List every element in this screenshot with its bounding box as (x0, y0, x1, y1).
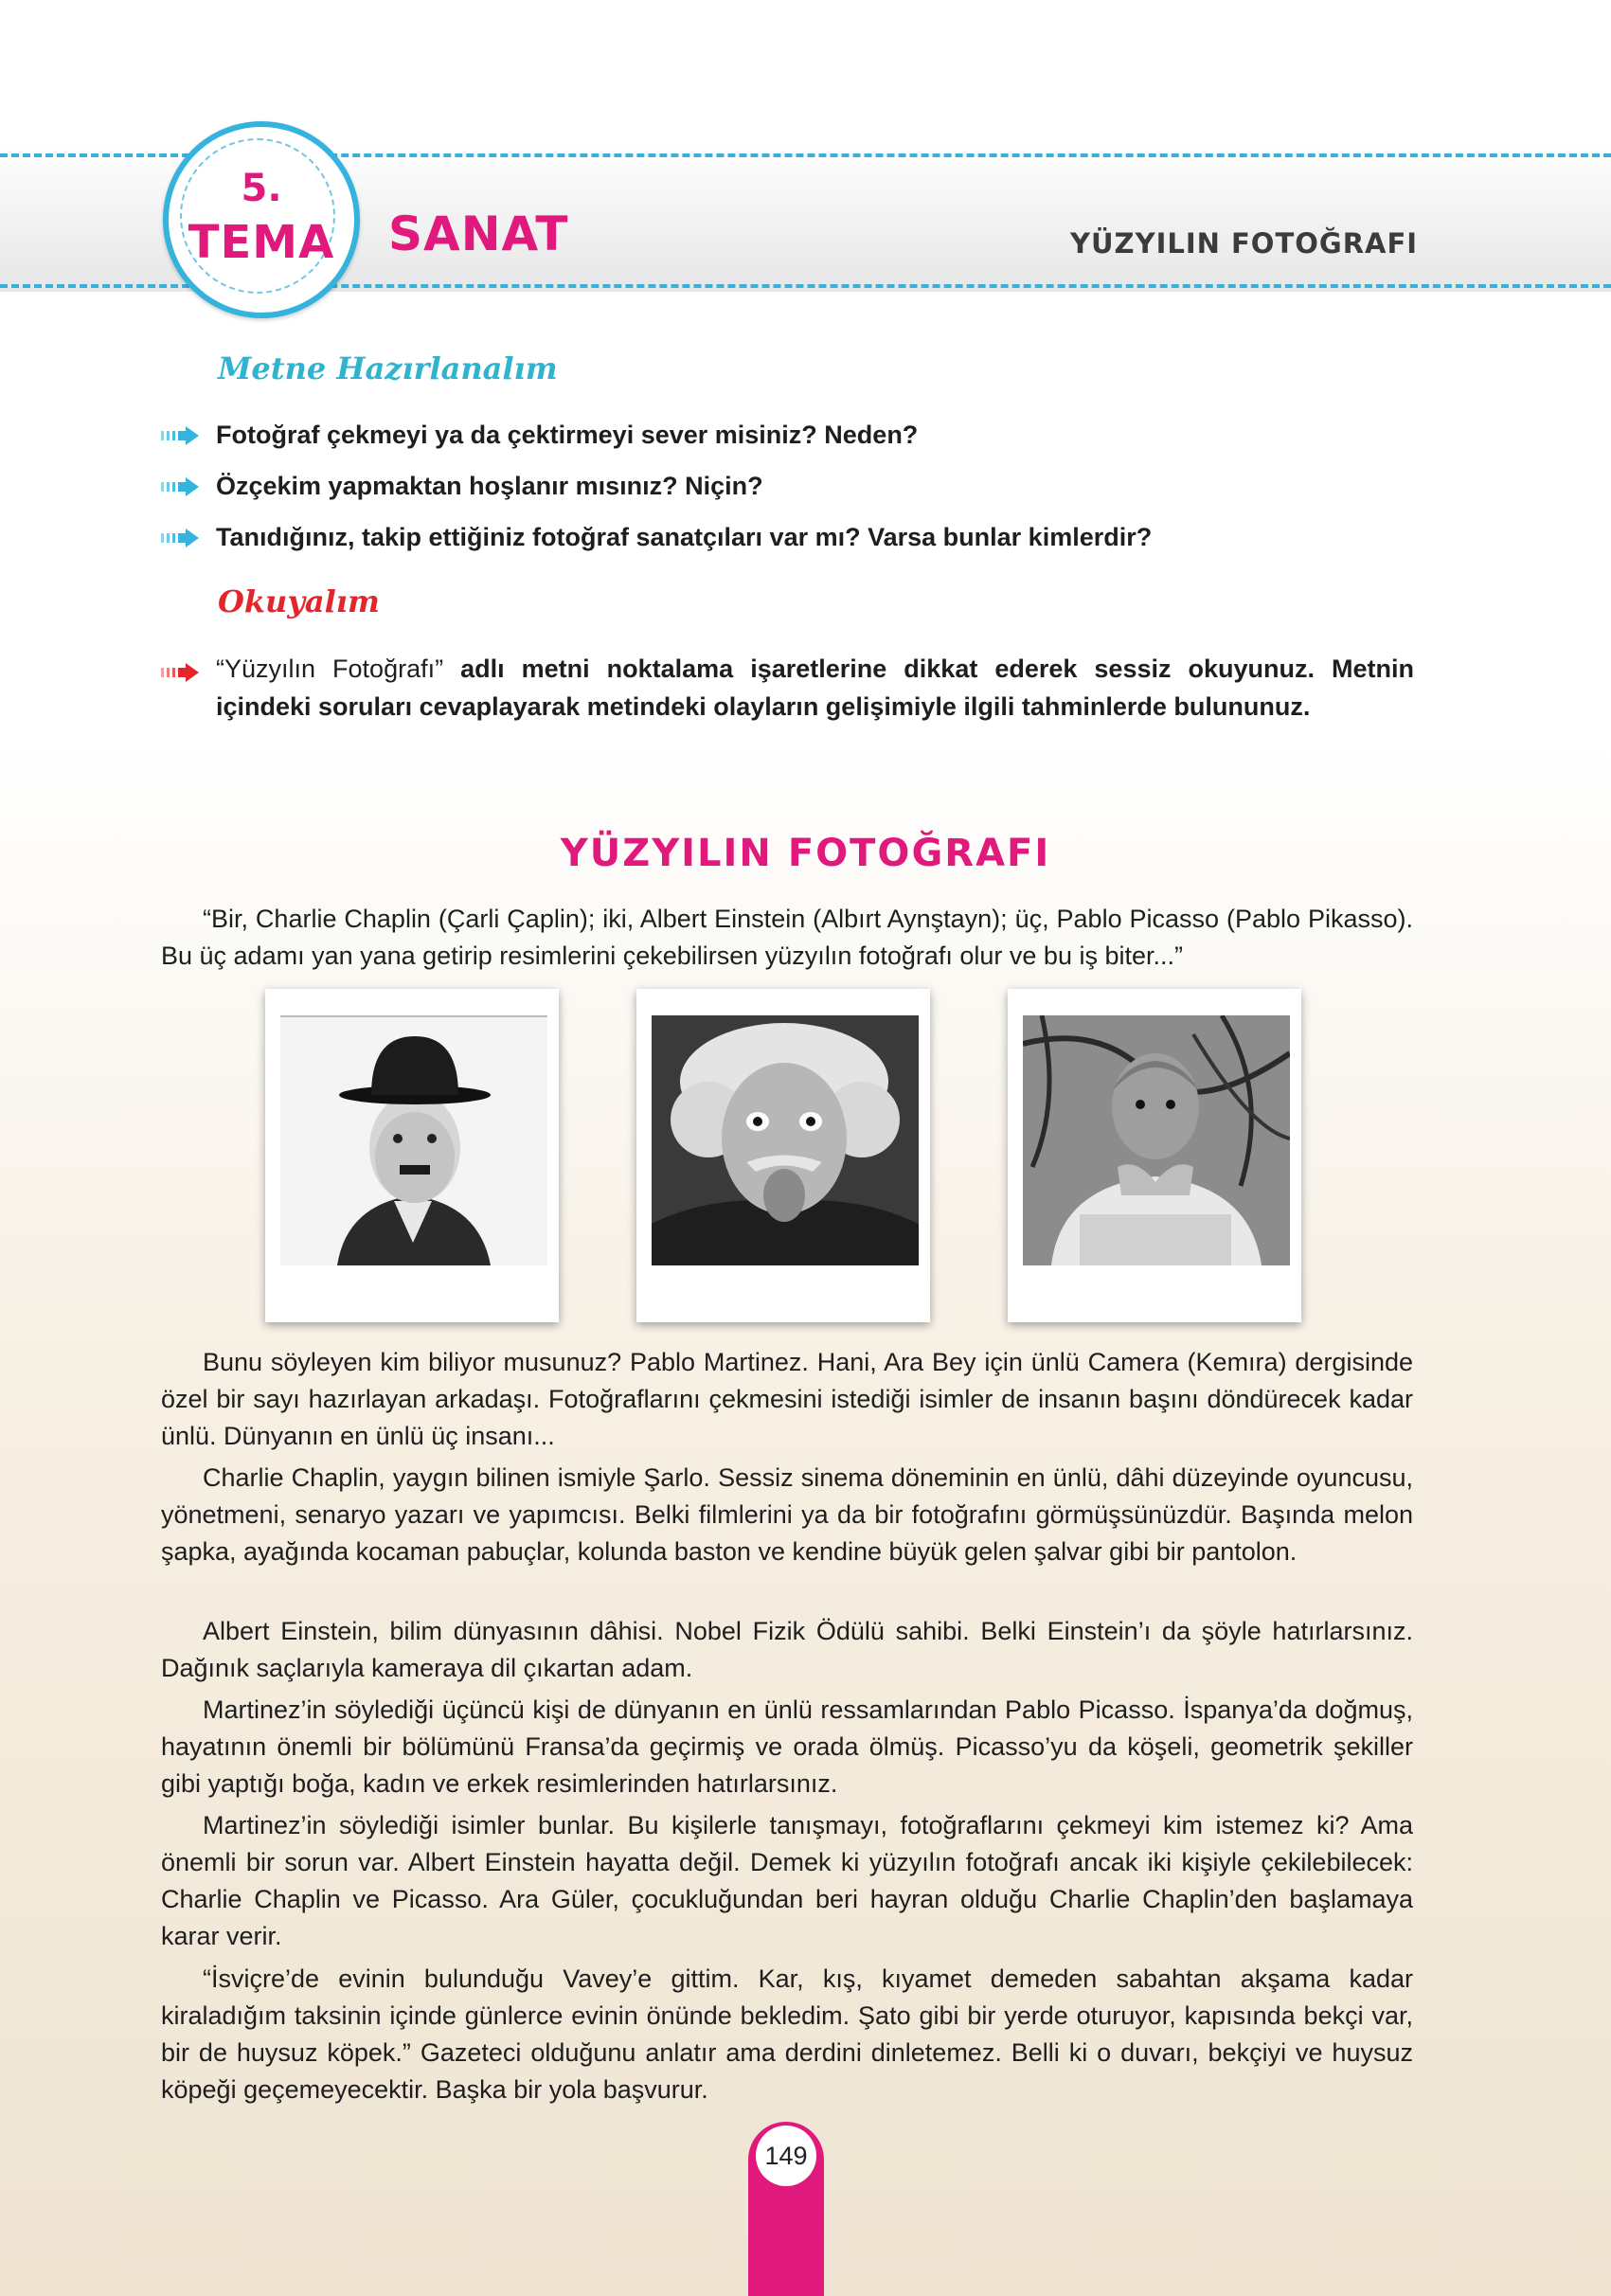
page-number: 149 (756, 2126, 816, 2186)
reading-heading: Okuyalım (218, 583, 380, 619)
article-title: YÜZYILIN FOTOĞRAFI (560, 832, 1051, 875)
article-paragraph: Bunu söyleyen kim biliyor musunuz? Pablo Martinez. Hani, Ara Bey için ünlü Camera (Kemıra) dergisinde özel bir sayı hazırlayan arkadaşı. Fotoğraflarını çekmesini istediği isimler de insanın başını döndürecek kadar ünlü. Dünyanın en ünlü üç insanı... (161, 1348, 1413, 1450)
photo-chaplin (265, 989, 559, 1322)
running-header-title: YÜZYILIN FOTOĞRAFI (1070, 227, 1419, 260)
picasso-portrait-icon (1023, 1015, 1290, 1265)
theme-number: 5. (241, 167, 282, 210)
photo-picasso (1008, 989, 1301, 1322)
theme-badge (163, 121, 360, 318)
instruction-title-quote: “Yüzyılın Fotoğrafı” (216, 655, 444, 683)
arrow-bullet-icon (161, 426, 199, 445)
article-paragraph: Martinez’in söylediği isimler bunlar. Bu kişilerle tanışmayı, fotoğraflarını çekmeyi kim istemez ki? Ama önemli bir sorun var. Albert Einstein hayatta değil. Demek ki yüzyılın fotoğrafı ancak iki kişiyle çekilebilecek: Charlie Chaplin ve Picasso. Ara Güler, çocukluğundan beri hayran olduğu Charlie Chaplin’den başlamaya karar verir. (161, 1811, 1413, 1950)
arrow-bullet-icon (161, 477, 199, 496)
reading-instruction (216, 650, 1414, 726)
article-paragraph: “İsviçre’de evinin bulunduğu Vavey’e gittim. Kar, kış, kıyamet demeden sabahtan akşama kadar kiraladığım taksinin içinde günlerce evinin önünde bekledim. Şato gibi bir yerde oturuyor, kapısında bekçi var, bir de huysuz köpek.” Gazeteci olduğunu anlatır ama derdini dinletemez. Belli ki o duvarı, bekçiyi ve huysuz köpeği geçemeyecektir. Başka bir yola başvurur. (161, 1964, 1413, 2104)
prepare-question-text: Özçekim yapmaktan hoşlanır mısınız? Niçin? (216, 472, 763, 500)
article-paragraph: Martinez’in söylediği üçüncü kişi de dünyanın en ünlü ressamlarından Pablo Picasso. İspanya’da doğmuş, hayatının önemli bir bölümünü Fransa’da geçirmiş ve orada ölmüş. Picasso’yu da köşeli, geometrik şekiller gibi yaptığı boğa, kadın ve erkek resimlerinden hatırlarsınız. (161, 1695, 1413, 1798)
chaplin-portrait-icon (280, 1015, 547, 1265)
article-paragraph: Albert Einstein, bilim dünyasının dâhisi. Nobel Fizik Ödülü sahibi. Belki Einstein’ı da şöyle hatırlarsınız. Dağınık saçlarıyla kameraya dil çıkartan adam. (161, 1617, 1413, 1682)
prepare-question-text: Tanıdığınız, takip ettiğiniz fotoğraf sanatçıları var mı? Varsa bunlar kimlerdir? (216, 523, 1153, 551)
arrow-bullet-icon (161, 529, 199, 547)
theme-name: SANAT (388, 206, 569, 261)
article-intro: “Bir, Charlie Chaplin (Çarli Çaplin); iki, Albert Einstein (Albırt Aynştayn); üç, Pablo Picasso (Pablo Pikasso). Bu üç adamı yan yana getirip resimlerini çekebilirsen yüzyılın fotoğrafı olur ve bu iş biter...” (161, 905, 1413, 970)
prepare-heading: Metne Hazırlanalım (218, 350, 558, 386)
article-paragraph: Charlie Chaplin, yaygın bilinen ismiyle Şarlo. Sessiz sinema döneminin en ünlü, dâhi düzeyinde oyuncusu, yönetmeni, senaryo yazarı ve yapımcısı. Belki filmlerini ya da bir fotoğrafını görmüşsünüzdür. Başında melon şapka, ayağında kocaman pabuçlar, kolunda baston ve kendine büyük gelen şalvar gibi bir pantolon. (161, 1463, 1413, 1566)
instruction-text: adlı metni noktalama işaretlerine dikkat ederek sessiz okuyunuz. Metnin içindeki soruları cevaplayarak metindeki olayların gelişimiyle ilgili tahminlerde bulununuz. (216, 655, 1414, 721)
photo-einstein (636, 989, 930, 1322)
theme-label: TEMA (188, 216, 335, 269)
prepare-question-text: Fotoğraf çekmeyi ya da çektirmeyi sever misiniz? Neden? (216, 421, 919, 449)
arrow-bullet-icon (161, 663, 199, 682)
einstein-portrait-icon (652, 1015, 919, 1265)
